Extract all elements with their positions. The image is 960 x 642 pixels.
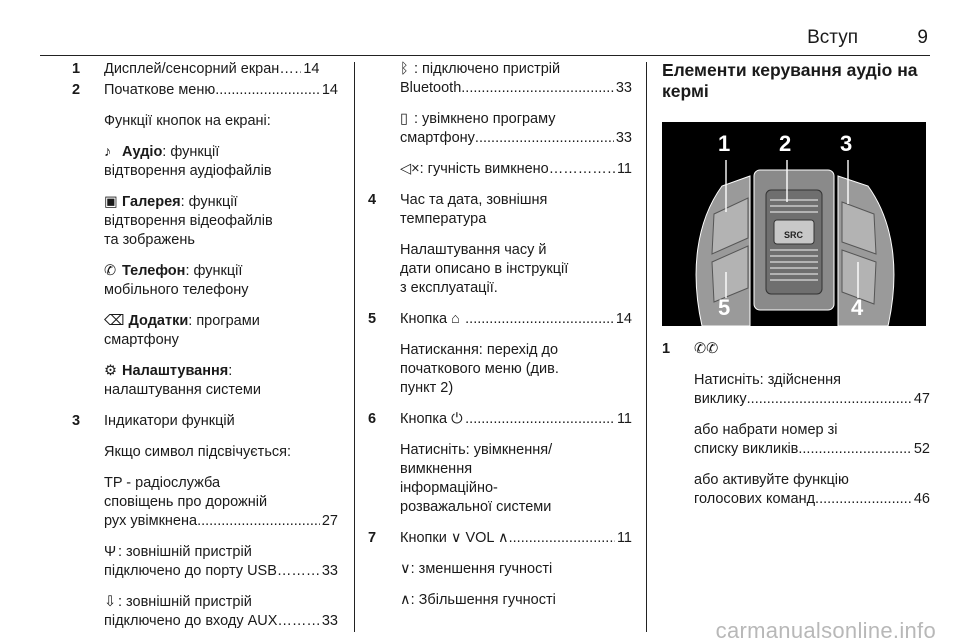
steering-wheel-drawing [662,122,926,326]
page-header [40,0,930,56]
bluetooth-icon: ᛒ [400,61,409,77]
smartphone-icon: ▯ [400,111,408,127]
column-2 [368,60,632,622]
column-3 [662,60,930,521]
src-button-label: SRC [784,230,804,240]
list-item: 5 Кнопка ⌂ ..... 14 Натискання: перехід до початкового меню (див. пункт 2) [368,310,632,398]
list-item: 4 Час та дата, зовнішня температура Налаштування часу й дати описано в інструкції з експлуатації. [368,192,569,296]
figure-label-3: 3 [840,131,853,156]
mute-icon: ◁× [400,161,420,177]
list-item: 3 Індикатори функцій Якщо символ підсвічується: TP - радіослужба сповіщень про дорожній рух увімкнена ..... 27 Ψ : зовнішній пристрій підключено до порту USB ……………………………………………… 33 ⇩ : зовнішній пристрій підключено до входу AUX ……………………………………………… 33 [72,412,338,631]
list-item: 2 Початкове меню ..... 14 Функції кнопок на екрані: ♪ Аудіо: функції відтворення аудіофайлів ▣ Галерея: функції відтворення відеофайлів та зображень ✆ Телефон: функції мобільного телефону ⌫ Додатки: програми смартфону ⚙ Налаштування: налаштування системи [72,81,338,400]
music-note-icon: ♪ [104,144,112,160]
menu-phone: ✆ Телефон: функції мобільного телефону [104,263,249,298]
figure-label-1: 1 [718,131,731,156]
power-icon: ⏻ [451,411,463,427]
phone-icon: ✆ [104,263,117,279]
section-title: Елементи керування аудіо на кермі [662,60,918,101]
mute-indicator: ◁×: гучність вимкнено ……………………………………………… 11 [400,160,632,179]
list-item: 6 Кнопка ⏻ ..... 11 Натисніть: увімкнення/ вимкнення інформаційно- розважальної системи [368,410,632,517]
menu-apps: ⌫ Додатки: програми смартфону [104,313,260,348]
usb-icon: Ψ [104,544,117,560]
page-number: 9 [917,27,928,48]
column-divider [354,62,355,632]
watermark: carmanualsonline.info [715,618,936,642]
column-1 [72,60,338,642]
home-icon: ⌂ [451,311,460,327]
phone-voice-icon: ✆✆ [694,341,719,357]
figure-label-4: 4 [851,295,864,320]
aux-icon: ⇩ [104,594,117,610]
figure-label-5: 5 [718,295,731,320]
page-title: Вступ [807,27,858,48]
gallery-icon: ▣ [104,194,118,210]
gear-icon: ⚙ [104,363,117,379]
column-divider [646,62,647,632]
menu-settings: ⚙ Налаштування: налаштування системи [104,363,261,398]
usb-indicator: Ψ : зовнішній пристрій підключено до порту USB ……………………………………………… 33 [104,543,338,581]
list-item: 1 ✆✆ Натисніть: здійснення виклику ..... 47 або набрати номер зі списку викликів ..... 52 або активуйте функцію голосових команд ..... 46 [662,340,930,509]
steering-wheel-controls-figure [662,122,926,326]
aux-indicator: ⇩ : зовнішній пристрій підключено до входу AUX ……………………………………………… 33 [104,593,338,631]
tp-indicator: TP - радіослужба сповіщень про дорожній рух увімкнена ..... 27 [104,474,338,531]
bluetooth-indicator: ᛒ : підключено пристрій Bluetooth ..... 33 [400,60,632,98]
menu-audio: ♪ Аудіо: функції відтворення аудіофайлів [104,144,272,179]
list-item: 7 Кнопки ∨ VOL ∧ ..... 11 ∨: зменшення гучності ∧: Збільшення гучності [368,529,632,610]
figure-label-2: 2 [779,131,792,156]
apps-icon: ⌫ [104,313,125,329]
list-item: 1 Дисплей/сенсорний екран ……………………………………………… 14 [72,60,338,79]
projection-indicator: ▯ : увімкнено програму смартфону ..... 33 [400,110,632,148]
menu-gallery: ▣ Галерея: функції відтворення відеофайлів та зображень [104,194,273,248]
